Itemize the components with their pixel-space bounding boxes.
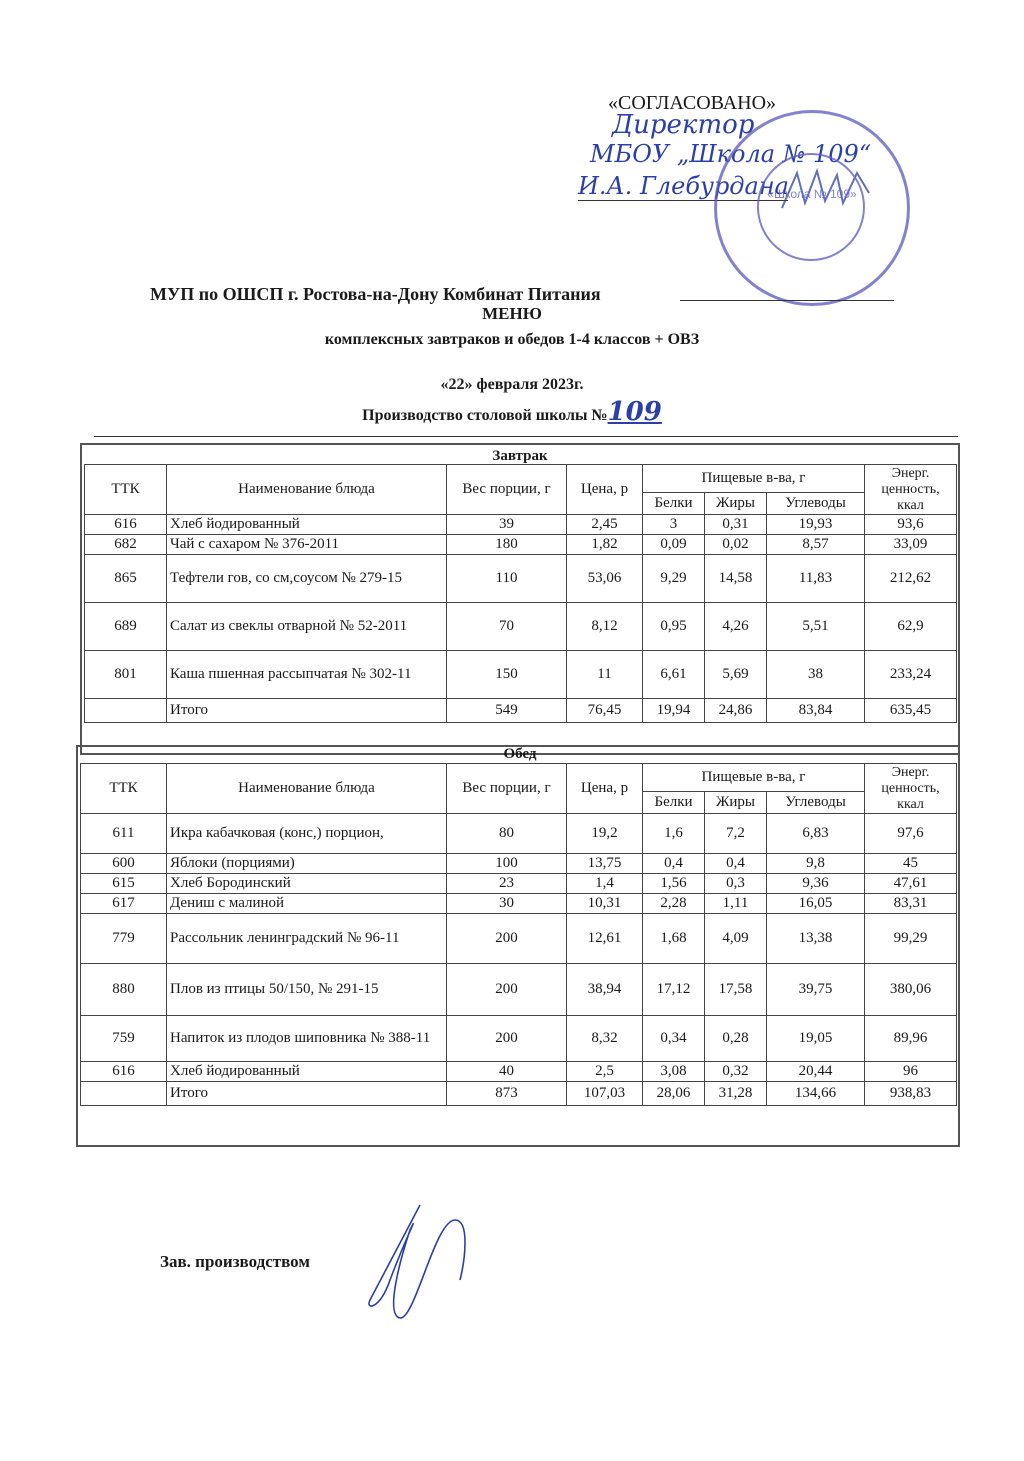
table-row	[85, 515, 957, 535]
price-cell: 2,5	[567, 1062, 643, 1082]
protein-cell: 1,68	[643, 914, 705, 964]
energy-cell: 45	[865, 854, 957, 874]
weight-cell: 150	[447, 651, 567, 699]
energy-cell: 97,6	[865, 814, 957, 854]
ttk-cell-empty	[85, 699, 167, 723]
approval-school: МБОУ „Школа № 109“	[590, 140, 872, 168]
col-fat: Жиры	[705, 792, 767, 814]
dish-name: Тефтели гов, со см,соусом № 279-15	[167, 555, 447, 603]
fat-cell: 5,69	[705, 651, 767, 699]
lunch-table	[80, 763, 957, 1106]
ttk-cell: 616	[85, 515, 167, 535]
protein-cell: 3	[643, 515, 705, 535]
total-label: Итого	[167, 699, 447, 723]
total-energy: 635,45	[865, 699, 957, 723]
protein-cell: 9,29	[643, 555, 705, 603]
col-price: Цена, р	[567, 764, 643, 814]
carbs-cell: 16,05	[767, 894, 865, 914]
protein-cell: 3,08	[643, 1062, 705, 1082]
ttk-cell: 865	[85, 555, 167, 603]
carbs-cell: 39,75	[767, 964, 865, 1016]
protein-cell: 17,12	[643, 964, 705, 1016]
ttk-cell: 611	[81, 814, 167, 854]
price-cell: 12,61	[567, 914, 643, 964]
carbs-cell: 8,57	[767, 535, 865, 555]
weight-cell: 200	[447, 1016, 567, 1062]
menu-date: «22» февраля 2023г.	[440, 376, 584, 393]
total-energy: 938,83	[865, 1082, 957, 1106]
total-protein: 19,94	[643, 699, 705, 723]
approval-position: Директор	[612, 110, 755, 140]
price-cell: 11	[567, 651, 643, 699]
weight-cell: 30	[447, 894, 567, 914]
carbs-cell: 19,93	[767, 515, 865, 535]
dish-name: Плов из птицы 50/150, № 291-15	[167, 964, 447, 1016]
col-ttk: ТТК	[81, 764, 167, 814]
dish-name: Икра кабачковая (конс,) порцион,	[167, 814, 447, 854]
energy-cell: 96	[865, 1062, 957, 1082]
production-label: Производство столовой школы №	[362, 407, 608, 424]
col-name: Наименование блюда	[167, 764, 447, 814]
ttk-cell: 682	[85, 535, 167, 555]
page-title: МЕНЮ	[482, 304, 542, 323]
fat-cell: 4,09	[705, 914, 767, 964]
total-carbs: 83,84	[767, 699, 865, 723]
fat-cell: 0,28	[705, 1016, 767, 1062]
price-cell: 2,45	[567, 515, 643, 535]
dish-name: Яблоки (порциями)	[167, 854, 447, 874]
breakfast-title: Завтрак	[492, 448, 548, 464]
table-row	[81, 854, 957, 874]
table-row	[81, 894, 957, 914]
organization-name: МУП по ОШСП г. Ростова-на-Дону Комбинат Питания	[150, 284, 601, 304]
col-carbs: Углеводы	[767, 792, 865, 814]
total-fat: 24,86	[705, 699, 767, 723]
stamp-text: «Школа № 109»	[767, 187, 857, 201]
col-nutrients: Пищевые в-ва, г	[643, 764, 865, 792]
dish-name: Чай с сахаром № 376-2011	[167, 535, 447, 555]
carbs-cell: 11,83	[767, 555, 865, 603]
fat-cell: 14,58	[705, 555, 767, 603]
dish-name: Рассольник ленинградский № 96-11	[167, 914, 447, 964]
table-row	[81, 874, 957, 894]
price-cell: 19,2	[567, 814, 643, 854]
price-cell: 38,94	[567, 964, 643, 1016]
dish-name: Хлеб Бородинский	[167, 874, 447, 894]
col-weight: Вес порции, г	[447, 465, 567, 515]
ttk-cell: 615	[81, 874, 167, 894]
protein-cell: 2,28	[643, 894, 705, 914]
weight-cell: 23	[447, 874, 567, 894]
col-ttk: ТТК	[85, 465, 167, 515]
ttk-cell: 759	[81, 1016, 167, 1062]
protein-cell: 1,6	[643, 814, 705, 854]
price-cell: 8,12	[567, 603, 643, 651]
dish-name: Салат из свеклы отварной № 52-2011	[167, 603, 447, 651]
fat-cell: 17,58	[705, 964, 767, 1016]
production-line	[0, 397, 1024, 427]
weight-cell: 110	[447, 555, 567, 603]
total-price: 107,03	[567, 1082, 643, 1106]
fat-cell: 4,26	[705, 603, 767, 651]
energy-cell: 380,06	[865, 964, 957, 1016]
energy-cell: 93,6	[865, 515, 957, 535]
col-energy: Энерг. ценность, ккал	[865, 465, 957, 515]
fat-cell: 0,3	[705, 874, 767, 894]
total-protein: 28,06	[643, 1082, 705, 1106]
protein-cell: 6,61	[643, 651, 705, 699]
total-weight: 873	[447, 1082, 567, 1106]
protein-cell: 0,95	[643, 603, 705, 651]
carbs-cell: 20,44	[767, 1062, 865, 1082]
col-energy: Энерг. ценность, ккал	[865, 764, 957, 814]
total-row	[85, 699, 957, 723]
protein-cell: 0,09	[643, 535, 705, 555]
dish-name: Каша пшенная рассыпчатая № 302-11	[167, 651, 447, 699]
price-cell: 53,06	[567, 555, 643, 603]
total-fat: 31,28	[705, 1082, 767, 1106]
carbs-cell: 38	[767, 651, 865, 699]
carbs-cell: 19,05	[767, 1016, 865, 1062]
weight-cell: 80	[447, 814, 567, 854]
weight-cell: 180	[447, 535, 567, 555]
col-price: Цена, р	[567, 465, 643, 515]
energy-cell: 83,31	[865, 894, 957, 914]
table-row	[85, 603, 957, 651]
page-subtitle: комплексных завтраков и обедов 1-4 классов + ОВЗ	[324, 331, 700, 348]
table-row	[85, 535, 957, 555]
energy-cell: 212,62	[865, 555, 957, 603]
protein-cell: 0,34	[643, 1016, 705, 1062]
energy-cell: 99,29	[865, 914, 957, 964]
weight-cell: 40	[447, 1062, 567, 1082]
price-cell: 1,4	[567, 874, 643, 894]
weight-cell: 200	[447, 964, 567, 1016]
table-row	[81, 964, 957, 1016]
price-cell: 8,32	[567, 1016, 643, 1062]
price-cell: 1,82	[567, 535, 643, 555]
ttk-cell: 880	[81, 964, 167, 1016]
col-nutrients: Пищевые в-ва, г	[643, 465, 865, 493]
weight-cell: 200	[447, 914, 567, 964]
fat-cell: 0,32	[705, 1062, 767, 1082]
weight-cell: 39	[447, 515, 567, 535]
col-carbs: Углеводы	[767, 493, 865, 515]
lunch-title: Обед	[503, 746, 537, 762]
dish-name: Хлеб йодированный	[167, 1062, 447, 1082]
breakfast-table	[84, 464, 957, 723]
col-fat: Жиры	[705, 493, 767, 515]
total-carbs: 134,66	[767, 1082, 865, 1106]
approval-name: И.А. Глебурдана	[578, 172, 789, 200]
col-name: Наименование блюда	[167, 465, 447, 515]
production-head-signature-icon	[360, 1200, 480, 1320]
table-row	[81, 1062, 957, 1082]
ttk-cell: 617	[81, 894, 167, 914]
col-protein: Белки	[643, 792, 705, 814]
fat-cell: 0,31	[705, 515, 767, 535]
fat-cell: 7,2	[705, 814, 767, 854]
ttk-cell: 689	[85, 603, 167, 651]
ttk-cell: 600	[81, 854, 167, 874]
price-cell: 10,31	[567, 894, 643, 914]
dish-name: Дениш с малиной	[167, 894, 447, 914]
dish-name: Хлеб йодированный	[167, 515, 447, 535]
total-row	[81, 1082, 957, 1106]
table-row	[81, 1016, 957, 1062]
carbs-cell: 9,36	[767, 874, 865, 894]
protein-cell: 1,56	[643, 874, 705, 894]
approval-label: «СОГЛАСОВАНО»	[608, 92, 777, 114]
weight-cell: 70	[447, 603, 567, 651]
table-row	[81, 914, 957, 964]
energy-cell: 33,09	[865, 535, 957, 555]
fat-cell: 0,4	[705, 854, 767, 874]
ttk-cell: 616	[81, 1062, 167, 1082]
ttk-cell-empty	[81, 1082, 167, 1106]
organization-signature-line	[680, 300, 894, 301]
col-weight: Вес порции, г	[447, 764, 567, 814]
energy-cell: 47,61	[865, 874, 957, 894]
table-row	[85, 555, 957, 603]
price-cell: 13,75	[567, 854, 643, 874]
energy-cell: 62,9	[865, 603, 957, 651]
table-row	[85, 651, 957, 699]
production-head-label: Зав. производством	[160, 1252, 310, 1271]
weight-cell: 100	[447, 854, 567, 874]
fat-cell: 1,11	[705, 894, 767, 914]
dish-name: Напиток из плодов шиповника № 388-11	[167, 1016, 447, 1062]
total-price: 76,45	[567, 699, 643, 723]
energy-cell: 233,24	[865, 651, 957, 699]
carbs-cell: 9,8	[767, 854, 865, 874]
table-row	[81, 814, 957, 854]
carbs-cell: 13,38	[767, 914, 865, 964]
header-divider	[94, 436, 958, 437]
director-signature-icon	[777, 163, 877, 223]
protein-cell: 0,4	[643, 854, 705, 874]
total-weight: 549	[447, 699, 567, 723]
ttk-cell: 801	[85, 651, 167, 699]
col-protein: Белки	[643, 493, 705, 515]
energy-cell: 89,96	[865, 1016, 957, 1062]
fat-cell: 0,02	[705, 535, 767, 555]
school-number: 109	[607, 397, 662, 427]
ttk-cell: 779	[81, 914, 167, 964]
carbs-cell: 6,83	[767, 814, 865, 854]
official-stamp	[714, 110, 910, 306]
total-label: Итого	[167, 1082, 447, 1106]
carbs-cell: 5,51	[767, 603, 865, 651]
